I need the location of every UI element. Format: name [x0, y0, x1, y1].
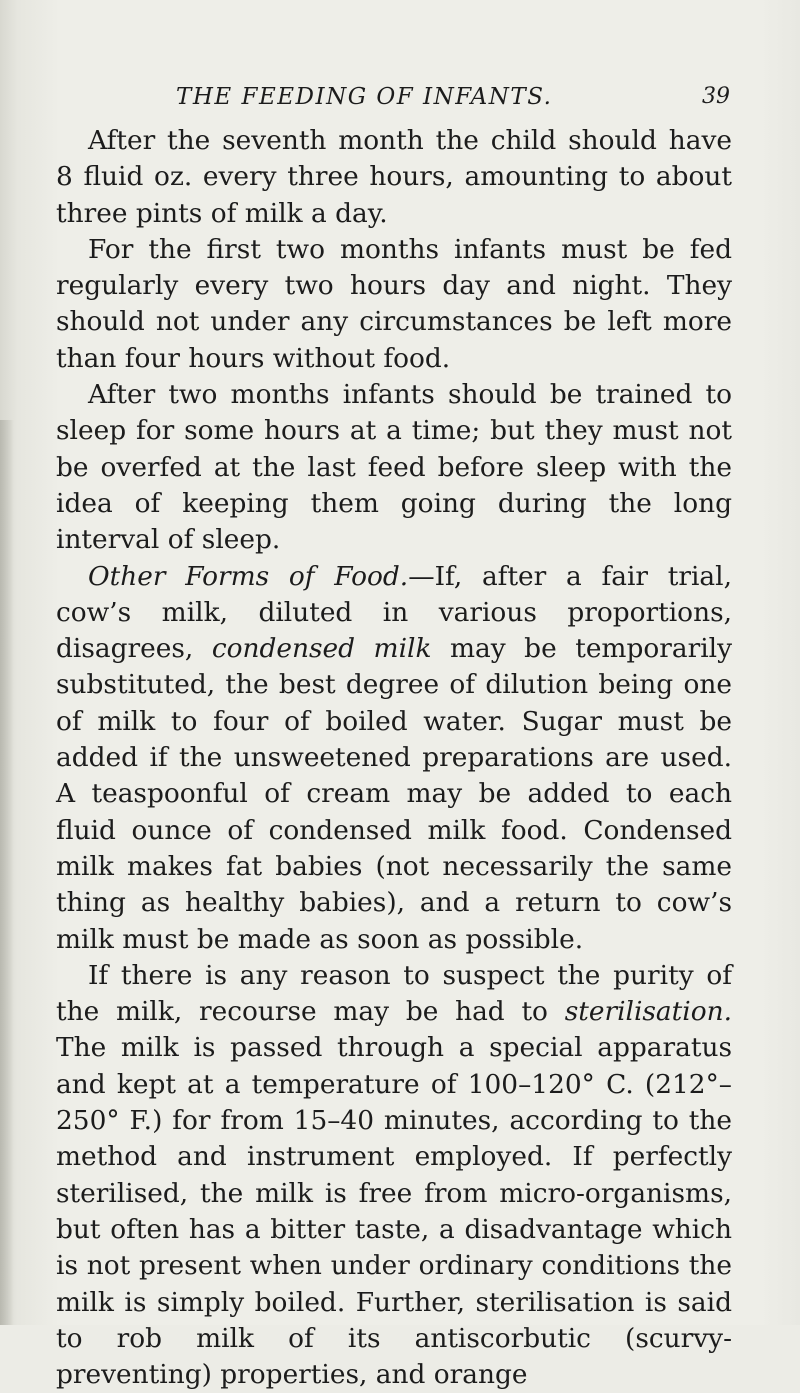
body-text — [56, 123, 732, 1393]
paragraph-after-two-months: After two months infants should be trained to sleep for some hours at a time; but they must not be overfed at the last feed before sleep with the idea of keeping them going during the long interval of sleep. — [56, 379, 732, 556]
binding-shadow — [0, 420, 14, 1325]
paragraph-sterilisation — [56, 958, 732, 1393]
emphasis-sterilisation: sterilisation. — [564, 996, 732, 1028]
paragraph-seventh-month: After the seventh month the child should have 8 fluid oz. every three hours, amounting to about three pints of milk a day. — [56, 125, 732, 229]
emphasis-condensed-milk: condensed milk — [211, 633, 432, 665]
page-number: 39 — [702, 84, 730, 109]
running-title: THE FEEDING OF INFANTS. — [176, 84, 553, 110]
section-heading-other-forms: Other Forms of Food. — [88, 560, 409, 592]
paragraph-lead: If there is any reason to suspect the purity of the milk, recourse may be had to — [56, 959, 732, 1028]
paragraph-lead: —If, after a fair trial, cow’s milk, diluted in various proportions, disagrees, — [56, 560, 732, 665]
paragraph-first-two-months: For the first two months infants must be fed regularly every two hours day and night. They should not under any circumstances be left more than four hours without food. — [56, 233, 732, 374]
paragraph-other-forms-of-food — [56, 559, 732, 958]
paragraph-rest: may be temporarily substituted, the best degree of dilution being one of milk to four of boiled water. Sugar must be added if the unsweetened preparations are used. A teaspoonful of cream may be added to each fluid ounce of condensed milk food. Condensed milk makes fat babies (not necessarily the same thing as healthy babies), and a return to cow’s milk must be made as soon as possible. — [56, 633, 732, 955]
paragraph-rest: The milk is passed through a special apparatus and kept at a temperature of 100–120° C. (212°–250° F.) for from 15–40 minutes, according to the method and instrument employed. If perfectly sterilised, the milk is free from micro-organisms, but often has a bitter taste, a disadvantage which is not present when under ordinary conditions the milk is simply boiled. Further, sterilisation is said to rob milk of its antiscorbutic (scurvy-preventing) properties, and orange — [56, 1032, 732, 1391]
